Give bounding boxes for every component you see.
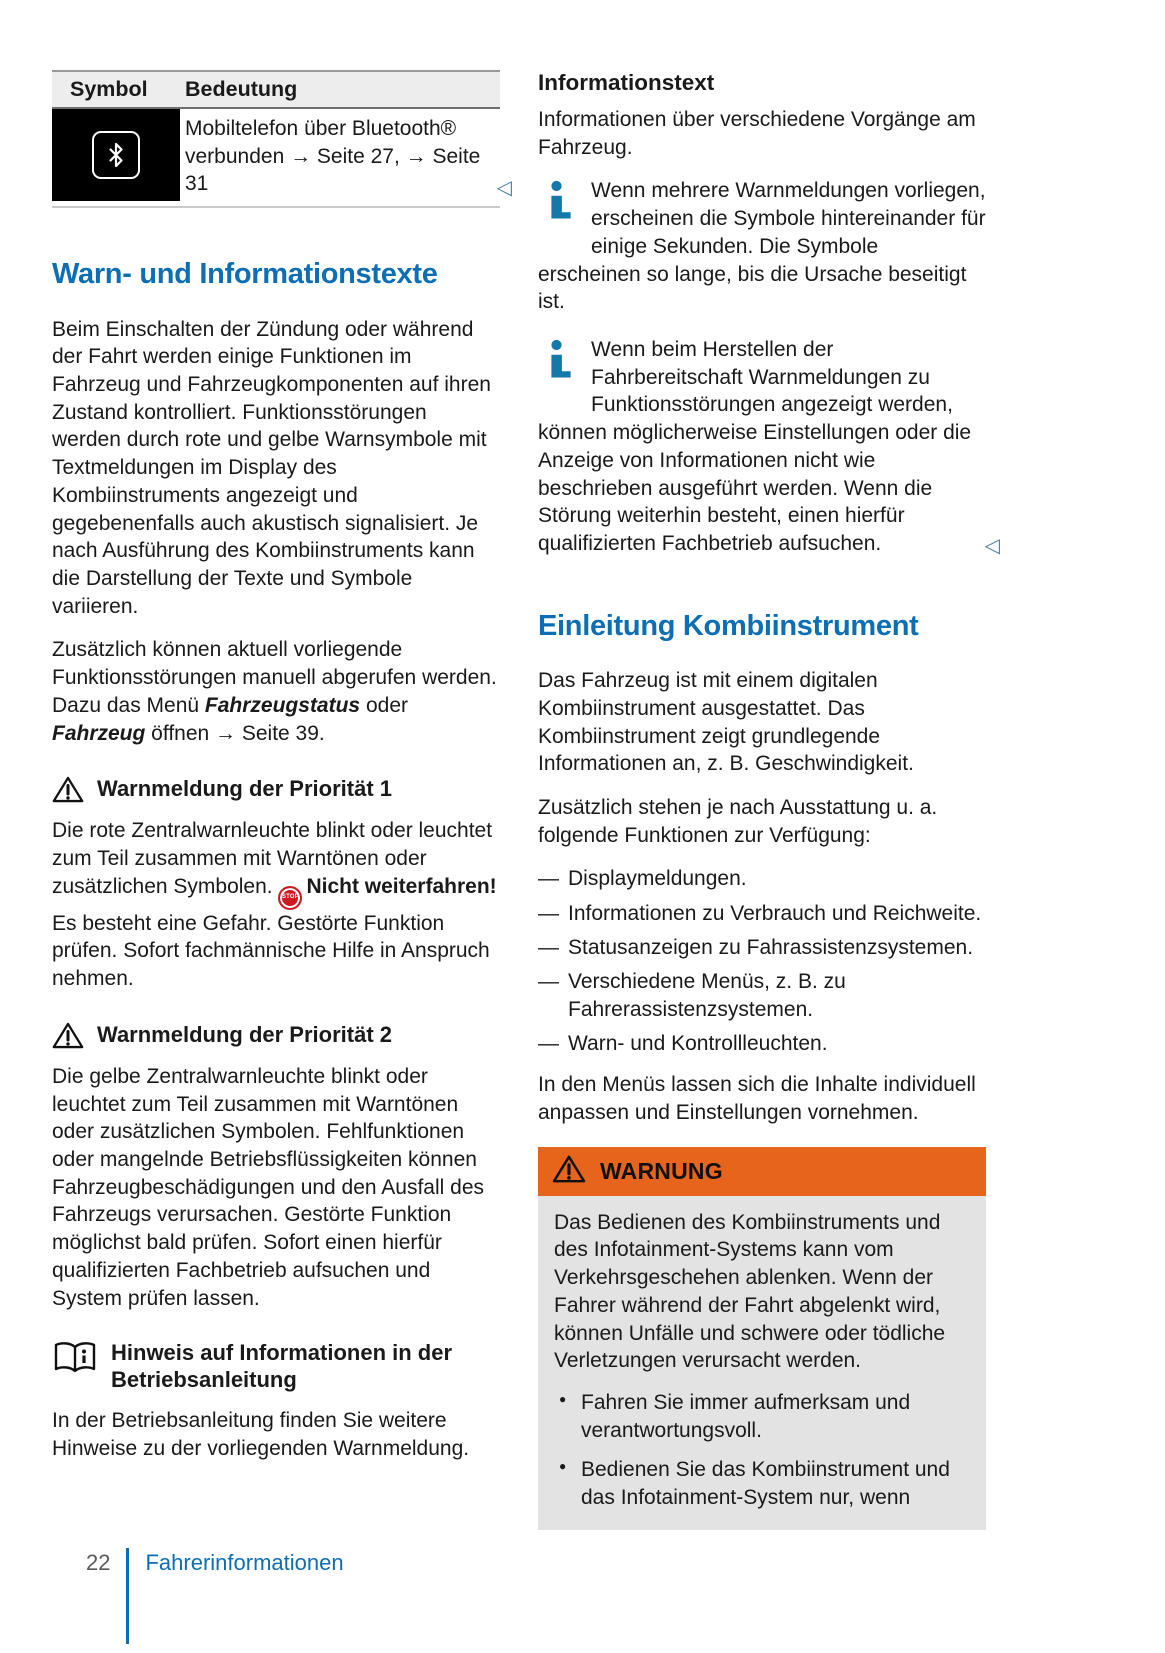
symbol-table xyxy=(52,70,512,208)
bluetooth-symbol-cell xyxy=(52,109,180,201)
menus-customize-paragraph: In den Menüs lassen sich die Inhalte individuell anpassen und Einstellungen vornehmen. xyxy=(538,1073,976,1124)
informationstext-heading: Informationstext xyxy=(538,70,715,95)
do-not-continue-bold: Nicht weiterfahren! xyxy=(306,874,497,898)
meaning-column-header: Bedeutung xyxy=(185,77,298,101)
info-icon xyxy=(546,339,576,392)
priority1-title: Warnmeldung der Priorität 1 xyxy=(97,776,393,802)
text-run: oder xyxy=(360,693,408,717)
page-number: 22 xyxy=(86,1550,111,1575)
symbol-table-header xyxy=(52,72,500,109)
info-note-1-text: Wenn mehrere Warnmeldungen vorliegen, erscheinen die Symbole hintereinander für einige Sekunden. Die Symbole erscheinen so lange, bis die Ursache beseitigt ist. xyxy=(538,179,986,314)
bluetooth-icon xyxy=(92,131,140,179)
list-item: — Displaymeldungen. xyxy=(538,865,986,892)
manual-hint-subheading xyxy=(52,1340,500,1394)
warning-box-header xyxy=(538,1147,986,1196)
list-item: ● Bedienen Sie das Kombiinstrument und das Infotainment-System nur, wenn xyxy=(554,1456,970,1511)
kombiinstrument-functions-paragraph: Zusätzlich stehen je nach Ausstattung u. a. folgende Funktionen zur Verfügung: xyxy=(538,796,938,847)
info-note-2 xyxy=(538,336,1000,558)
symbol-column-header: Symbol xyxy=(70,77,148,101)
warn-intro-paragraph: Beim Einschalten der Zündung oder während der Fahrt werden einige Funktionen im Fahrzeug und Fahrzeugkomponenten auf ihren Zustand kontrolliert. Funktionsstörungen werden durch rote und gelbe Warnsymbole mit Textmeldungen im Display des Kombiinstruments angezeigt und gegebenenfalls auch akustisch signalisiert. Je nach Ausführung des Kombiinstruments kann die Darstellung der Texte und Symbole variieren. xyxy=(52,317,491,618)
info-note-1 xyxy=(538,177,986,316)
warning-box-body xyxy=(538,1196,986,1530)
text-run: Es besteht eine Gefahr. Gestörte Funktion prüfen. Sofort fachmännische Hilfe in Anspruch nehmen. xyxy=(52,911,490,991)
priority1-subheading xyxy=(52,775,500,804)
footer-divider xyxy=(126,1548,129,1644)
stop-sign-icon: STOP xyxy=(278,886,302,910)
info-icon xyxy=(546,180,576,233)
priority2-text: Die gelbe Zentralwarnleuchte blinkt oder leuchtet zum Teil zusammen mit Warntönen oder zusätzlichen Symbolen. Fehlfunktionen oder mangelnde Betriebsflüssigkeiten können Fahrzeugbeschädigungen und den Ausfall des Fahrzeugs verursachen. Gestörte Funktion möglichst bald prüfen. Sofort einen hierfür qualifizierten Fachbetrieb aufsuchen und System prüfen lassen. xyxy=(52,1064,484,1310)
warning-bullet-list xyxy=(554,1389,970,1512)
warning-triangle-icon xyxy=(552,1154,586,1189)
text-run: Die rote Zentralwarnleuchte blinkt oder leuchtet zum Teil zusammen mit Warntönen oder zusätzlichen Symbolen. xyxy=(52,819,493,898)
manual-hint-title: Hinweis auf Informationen in der Betriebsanleitung xyxy=(111,1340,453,1393)
warning-title: WARNUNG xyxy=(600,1157,723,1184)
footer-section-label: Fahrerinformationen xyxy=(145,1550,344,1575)
owners-manual-book-icon xyxy=(52,1340,98,1376)
status-menu-paragraph xyxy=(52,636,500,747)
manual-hint-text: In der Betriebsanleitung finden Sie weitere Hinweise zu der vorliegenden Warnmeldung. xyxy=(52,1408,470,1460)
warning-triangle-icon xyxy=(52,775,84,804)
menu-name-fahrzeug: Fahrzeug xyxy=(52,721,146,745)
priority2-title: Warnmeldung der Priorität 2 xyxy=(97,1021,393,1047)
symbol-meaning-text: Mobiltelefon über Bluetooth® verbunden → Seite 27, → Seite 31 xyxy=(185,117,481,196)
page-footer xyxy=(86,1548,344,1644)
kombiinstrument-intro-paragraph: Das Fahrzeug ist mit einem digitalen Kombiinstrument ausgestattet. Das Kombiinstrument zeigt grundlegende Informationen an, z. B. Geschwindigkeit. xyxy=(538,669,914,776)
section-end-marker: ◁ xyxy=(984,534,1000,557)
warning-triangle-icon xyxy=(52,1021,84,1050)
menu-name-fahrzeugstatus: Fahrzeugstatus xyxy=(204,693,361,717)
table-row xyxy=(52,109,512,208)
list-item: — Informationen zu Verbrauch und Reichweite. xyxy=(538,900,986,927)
priority1-text xyxy=(52,817,500,993)
functions-list xyxy=(538,865,986,1057)
section-heading-einleitung-kombiinstrument: Einleitung Kombiinstrument xyxy=(538,609,919,642)
left-column xyxy=(52,70,512,1478)
right-column xyxy=(538,70,1000,1530)
list-item: — Verschiedene Menüs, z. B. zu Fahrerassistenzsystemen. xyxy=(538,968,986,1023)
section-end-marker: ◁ xyxy=(496,177,512,200)
informationstext-paragraph: Informationen über verschiedene Vorgänge am Fahrzeug. xyxy=(538,108,976,159)
warning-box xyxy=(538,1147,986,1530)
list-item: — Statusanzeigen zu Fahrassistenzsystemen. xyxy=(538,934,986,961)
text-run: Zusätzlich können aktuell vorliegende Funktionsstörungen manuell abgerufen werden. Dazu das Menü xyxy=(52,638,497,717)
info-note-2-text: Wenn beim Herstellen der Fahrbereitschaft Warnmeldungen zu Funktionsstörungen angezeigt werden, können möglicherweise Einstellungen oder die Anzeige von Informationen nicht wie beschrieben ausgeführt werden. Wenn die Störung weiterhin besteht, einen hierfür qualifizierten Fachbetrieb aufsuchen. xyxy=(538,338,972,556)
list-item: ● Fahren Sie immer aufmerksam und verantwortungsvoll. xyxy=(554,1389,970,1444)
text-run: öffnen → Seite 39. xyxy=(145,721,325,745)
list-item: — Warn- und Kontrollleuchten. xyxy=(538,1030,986,1057)
section-heading-warn-informationstexte: Warn- und Informationstexte xyxy=(52,258,438,291)
warning-text: Das Bedienen des Kombiinstruments und des Infotainment-Systems kann vom Verkehrsgeschehen ablenken. Wenn der Fahrer während der Fahrt abgelenkt wird, können Unfälle und schwere oder tödliche Verletzungen verursacht werden. xyxy=(554,1210,946,1373)
priority2-subheading xyxy=(52,1021,500,1050)
